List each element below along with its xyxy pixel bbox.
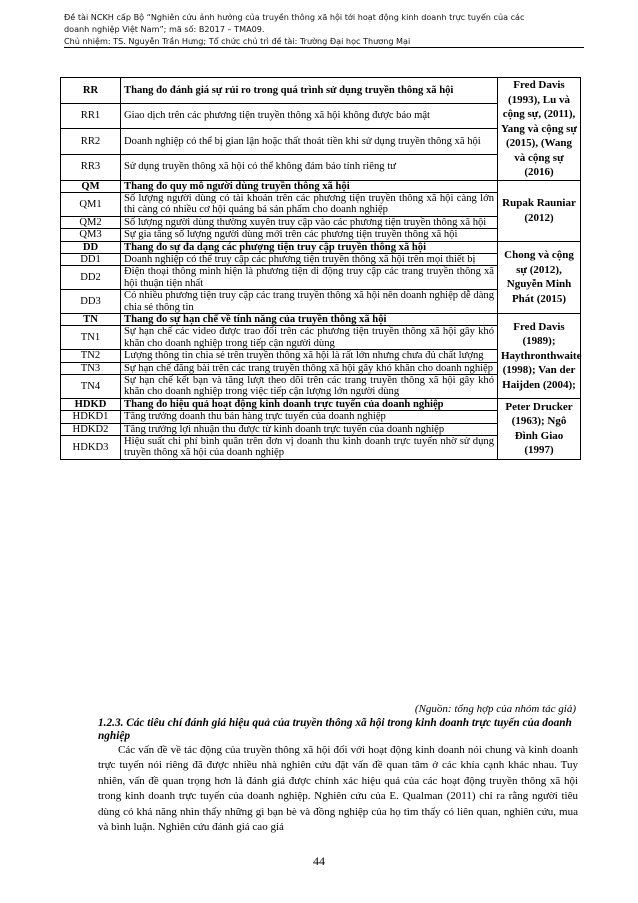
item-code: QM2 (61, 216, 121, 228)
group-header-row (61, 398, 581, 410)
group-code: HDKD (61, 398, 121, 410)
group-title: Thang đo hiệu quả hoạt động kinh doanh trực tuyến của doanh nghiệp (121, 398, 498, 410)
group-source: Chong và cộng sự (2012), Nguyễn Minh Phát (2015) (498, 241, 581, 313)
item-code: QM1 (61, 192, 121, 216)
item-code: DD3 (61, 290, 121, 314)
item-code: HDKD1 (61, 411, 121, 423)
item-text: Tăng trưởng lợi nhuận thu được từ kinh doanh trực tuyến của doanh nghiệp (121, 423, 498, 435)
group-header-row (61, 78, 581, 104)
group-title: Thang đo sự hạn chế về tính năng của truyền thông xã hội (121, 313, 498, 325)
item-code: RR2 (61, 129, 121, 155)
item-text: Sự hạn chế đăng bài trên các trang truyền thông xã hội gây khó khăn cho doanh nghiệp (121, 362, 498, 374)
page-number: 44 (313, 854, 325, 868)
item-text: Số lượng người dùng có tài khoản trên các phương tiện truyền thông xã hội càng lớn thì càng có nhiều cơ hội quảng bá sản phẩm cho doanh nghiệp (121, 192, 498, 216)
item-text: Sử dụng truyền thông xã hội có thể không đảm bảo tính riêng tư (121, 154, 498, 180)
item-code: RR1 (61, 103, 121, 129)
item-code: HDKD3 (61, 436, 121, 460)
item-text: Số lượng người dùng thường xuyên truy cập vào các phương tiện truyền thông xã hội (121, 216, 498, 228)
item-code: RR3 (61, 154, 121, 180)
body-paragraph: Các vấn đề về tác động của truyền thông xã hội đối với hoạt động kinh doanh nói chung và kinh doanh trực tuyến nói riêng đã được nhiều nhà nghiên cứu đặt vấn đề quan tâm ở các khía cạnh khác nhau. Tuy nhiên, vấn đề quan trọng hơn là đánh giá được chính xác hiệu quả của các hoạt động truyền thông xã hội trong kinh doanh trực tuyến của doanh nghiệp. Nghiên cứu của E. Qualman (2011) chỉ ra rằng người tiêu dùng có khả năng nhìn thấy những gì bạn bè và đồng nghiệp của họ tìm thấy có liên quan, nghiên cứu, mua và bình luận. Nghiên cứu đánh giá cao giá (98, 744, 578, 834)
group-code: DD (61, 241, 121, 253)
scale-table (60, 77, 581, 460)
table-source-note: (Nguồn: tổng hợp của nhóm tác giả) (414, 703, 576, 715)
item-text: Có nhiều phương tiện truy cập các trang truyền thông xã hội nên doanh nghiệp dễ dàng chia sẻ thông tin (121, 290, 498, 314)
item-text: Doanh nghiệp có thể bị gian lận hoặc thất thoát tiền khi sử dụng truyền thông xã hội (121, 129, 498, 155)
group-source: Rupak Rauniar (2012) (498, 180, 581, 241)
item-code: TN1 (61, 326, 121, 350)
page-header (64, 11, 584, 48)
scale-table-body (61, 78, 581, 460)
group-code: RR (61, 78, 121, 104)
header-line-2: doanh nghiệp Việt Nam”; mã số: B2017 – TMA09. (64, 24, 265, 34)
item-code: DD1 (61, 253, 121, 265)
header-line-3: Chủ nhiệm: TS. Nguyễn Trần Hưng; Tổ chức chủ trì đề tài: Trường Đại học Thương Mại (64, 35, 584, 48)
group-header-row (61, 180, 581, 192)
item-text: Giao dịch trên các phương tiện truyền thông xã hội không được bảo mật (121, 103, 498, 129)
item-text: Lượng thông tin chia sẻ trên truyền thông xã hội là rất lớn nhưng chưa đủ chất lượng (121, 350, 498, 362)
item-code: TN2 (61, 350, 121, 362)
group-source: Fred Davis (1993), Lu và cộng sự, (2011), Yang và cộng sự (2015), (Wang và cộng sự (2016) (498, 78, 581, 181)
item-code: TN3 (61, 362, 121, 374)
group-title: Thang đo đánh giá sự rủi ro trong quá trình sử dụng truyền thông xã hội (121, 78, 498, 104)
item-text: Sự hạn chế các video được trao đổi trên các phương tiện truyền thông xã hội gây khó khăn cho doanh nghiệp trong tiếp cận người dùng (121, 326, 498, 350)
item-text: Sự gia tăng số lượng người dùng mới trên các phương tiện truyền thông xã hội (121, 229, 498, 241)
header-line-1: Đề tài NCKH cấp Bộ “Nghiên cứu ảnh hưởng của truyền thông xã hội tới hoạt động kinh doanh trực tuyến của các (64, 12, 525, 22)
group-header-row (61, 313, 581, 325)
item-text: Điện thoại thông minh hiện là phương tiện di động truy cập các trang truyền thông xã hội thuận tiện nhất (121, 266, 498, 290)
item-text: Tăng trưởng doanh thu bán hàng trực tuyến của doanh nghiệp (121, 411, 498, 423)
group-source: Peter Drucker (1963); Ngô Đình Giao (1997) (498, 398, 581, 459)
group-source: Fred Davis (1989); Haythronthwaite (1998); Van der Haijden (2004); (498, 313, 581, 398)
item-code: QM3 (61, 229, 121, 241)
item-text: Doanh nghiệp có thể truy cập các phương tiện truyền thông xã hội trên mọi thiết bị (121, 253, 498, 265)
group-header-row (61, 241, 581, 253)
item-code: TN4 (61, 375, 121, 399)
section-heading: 1.2.3. Các tiêu chí đánh giá hiệu quả của truyền thông xã hội trong kinh doanh trực tuyến của doanh nghiệp (98, 717, 572, 742)
group-code: QM (61, 180, 121, 192)
item-text: Hiệu suất chi phí bình quân trên đơn vị doanh thu kinh doanh trực tuyến nhờ sử dụng truyền thông xã hội của doanh nghiệp (121, 436, 498, 460)
item-code: HDKD2 (61, 423, 121, 435)
group-code: TN (61, 313, 121, 325)
group-title: Thang đo sự đa dạng các phượng tiện truy cập truyền thông xã hội (121, 241, 498, 253)
group-title: Thang đo quy mô người dùng truyền thông xã hội (121, 180, 498, 192)
item-code: DD2 (61, 266, 121, 290)
item-text: Sự hạn chế kết bạn và tăng lượt theo dõi trên các trang truyền thông xã hội gây khó khăn cho doanh nghiệp trong việc tiếp cận lượng lớn người dùng (121, 375, 498, 399)
